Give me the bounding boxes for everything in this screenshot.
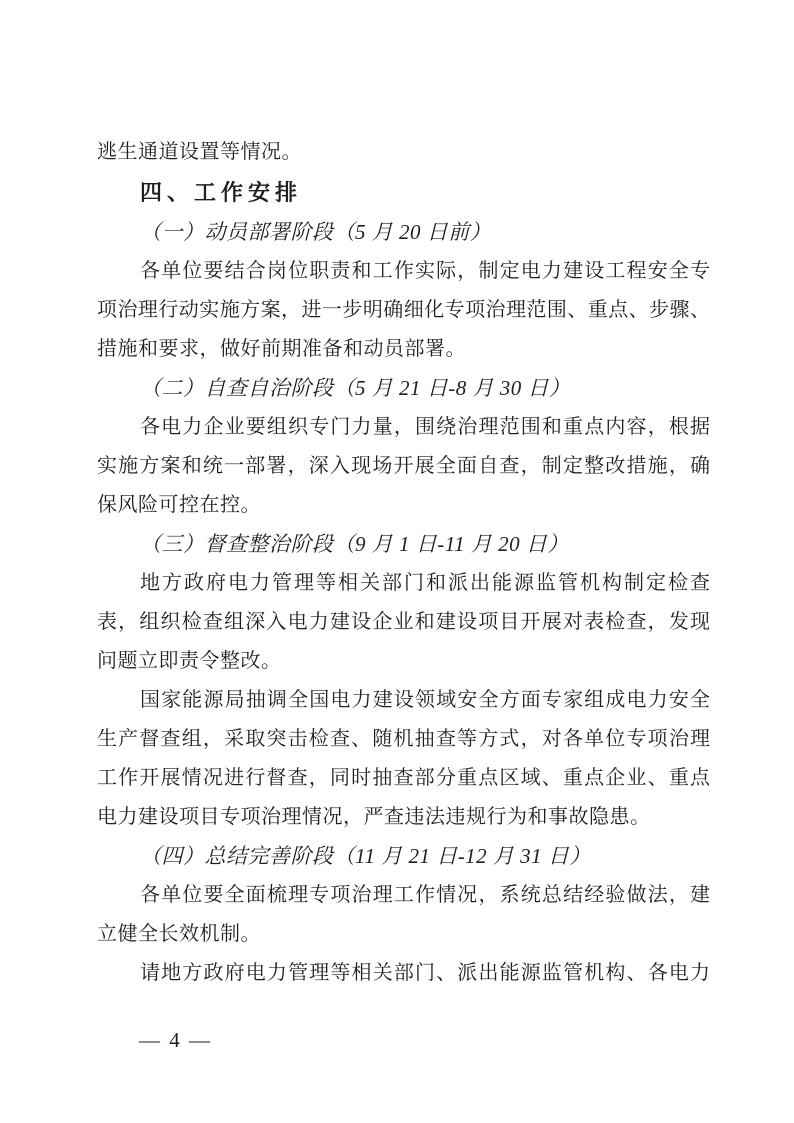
paragraph-line: 各电力企业要组织专门力量，围绕治理范围和重点内容，根据 xyxy=(140,416,710,438)
stage-heading: （四）总结完善阶段（11 月 21 日-12 月 31 日） xyxy=(140,844,591,868)
paragraph-line: 措施和要求，做好前期准备和动员部署。 xyxy=(97,338,466,360)
paragraph-line: 工作开展情况进行督查，同时抽查部分重点区域、重点企业、重点 xyxy=(97,767,710,789)
paragraph-line: 地方政府电力管理等相关部门和派出能源监管机构制定检查 xyxy=(140,572,710,594)
paragraph-line: 逃生通道设置等情况。 xyxy=(97,141,302,163)
paragraph-line: 生产督查组，采取突击检查、随机抽查等方式，对各单位专项治理 xyxy=(97,728,710,750)
paragraph-line: 国家能源局抽调全国电力建设领域安全方面专家组成电力安全 xyxy=(140,689,710,711)
stage-heading: （三）督查整治阶段（9 月 1 日-11 月 20 日） xyxy=(140,532,569,556)
paragraph-line: 实施方案和统一部署，深入现场开展全面自查，制定整改措施，确 xyxy=(97,455,710,477)
paragraph-line: 项治理行动实施方案，进一步明确细化专项治理范围、重点、步骤、 xyxy=(97,299,710,321)
paragraph-line: 保风险可控在控。 xyxy=(97,494,261,516)
page-number: — 4 — xyxy=(139,1028,212,1052)
paragraph-line: 电力建设项目专项治理情况，严查违法违规行为和事故隐患。 xyxy=(97,806,651,828)
stage-heading: （二）自查自治阶段（5 月 21 日-8 月 30 日） xyxy=(140,376,571,400)
paragraph-line: 问题立即责令整改。 xyxy=(97,650,282,672)
paragraph-line: 各单位要结合岗位职责和工作实际，制定电力建设工程安全专 xyxy=(140,260,710,282)
paragraph-line: 表，组织检查组深入电力建设企业和建设项目开展对表检查，发现 xyxy=(97,611,710,633)
paragraph-line: 各单位要全面梳理专项治理工作情况，系统总结经验做法，建 xyxy=(140,884,710,906)
paragraph-line: 请地方政府电力管理等相关部门、派出能源监管机构、各电力 xyxy=(140,962,710,984)
section-heading: 四、工作安排 xyxy=(140,180,303,205)
stage-heading: （一）动员部署阶段（5 月 20 日前） xyxy=(140,220,492,244)
paragraph-line: 立健全长效机制。 xyxy=(97,923,261,945)
